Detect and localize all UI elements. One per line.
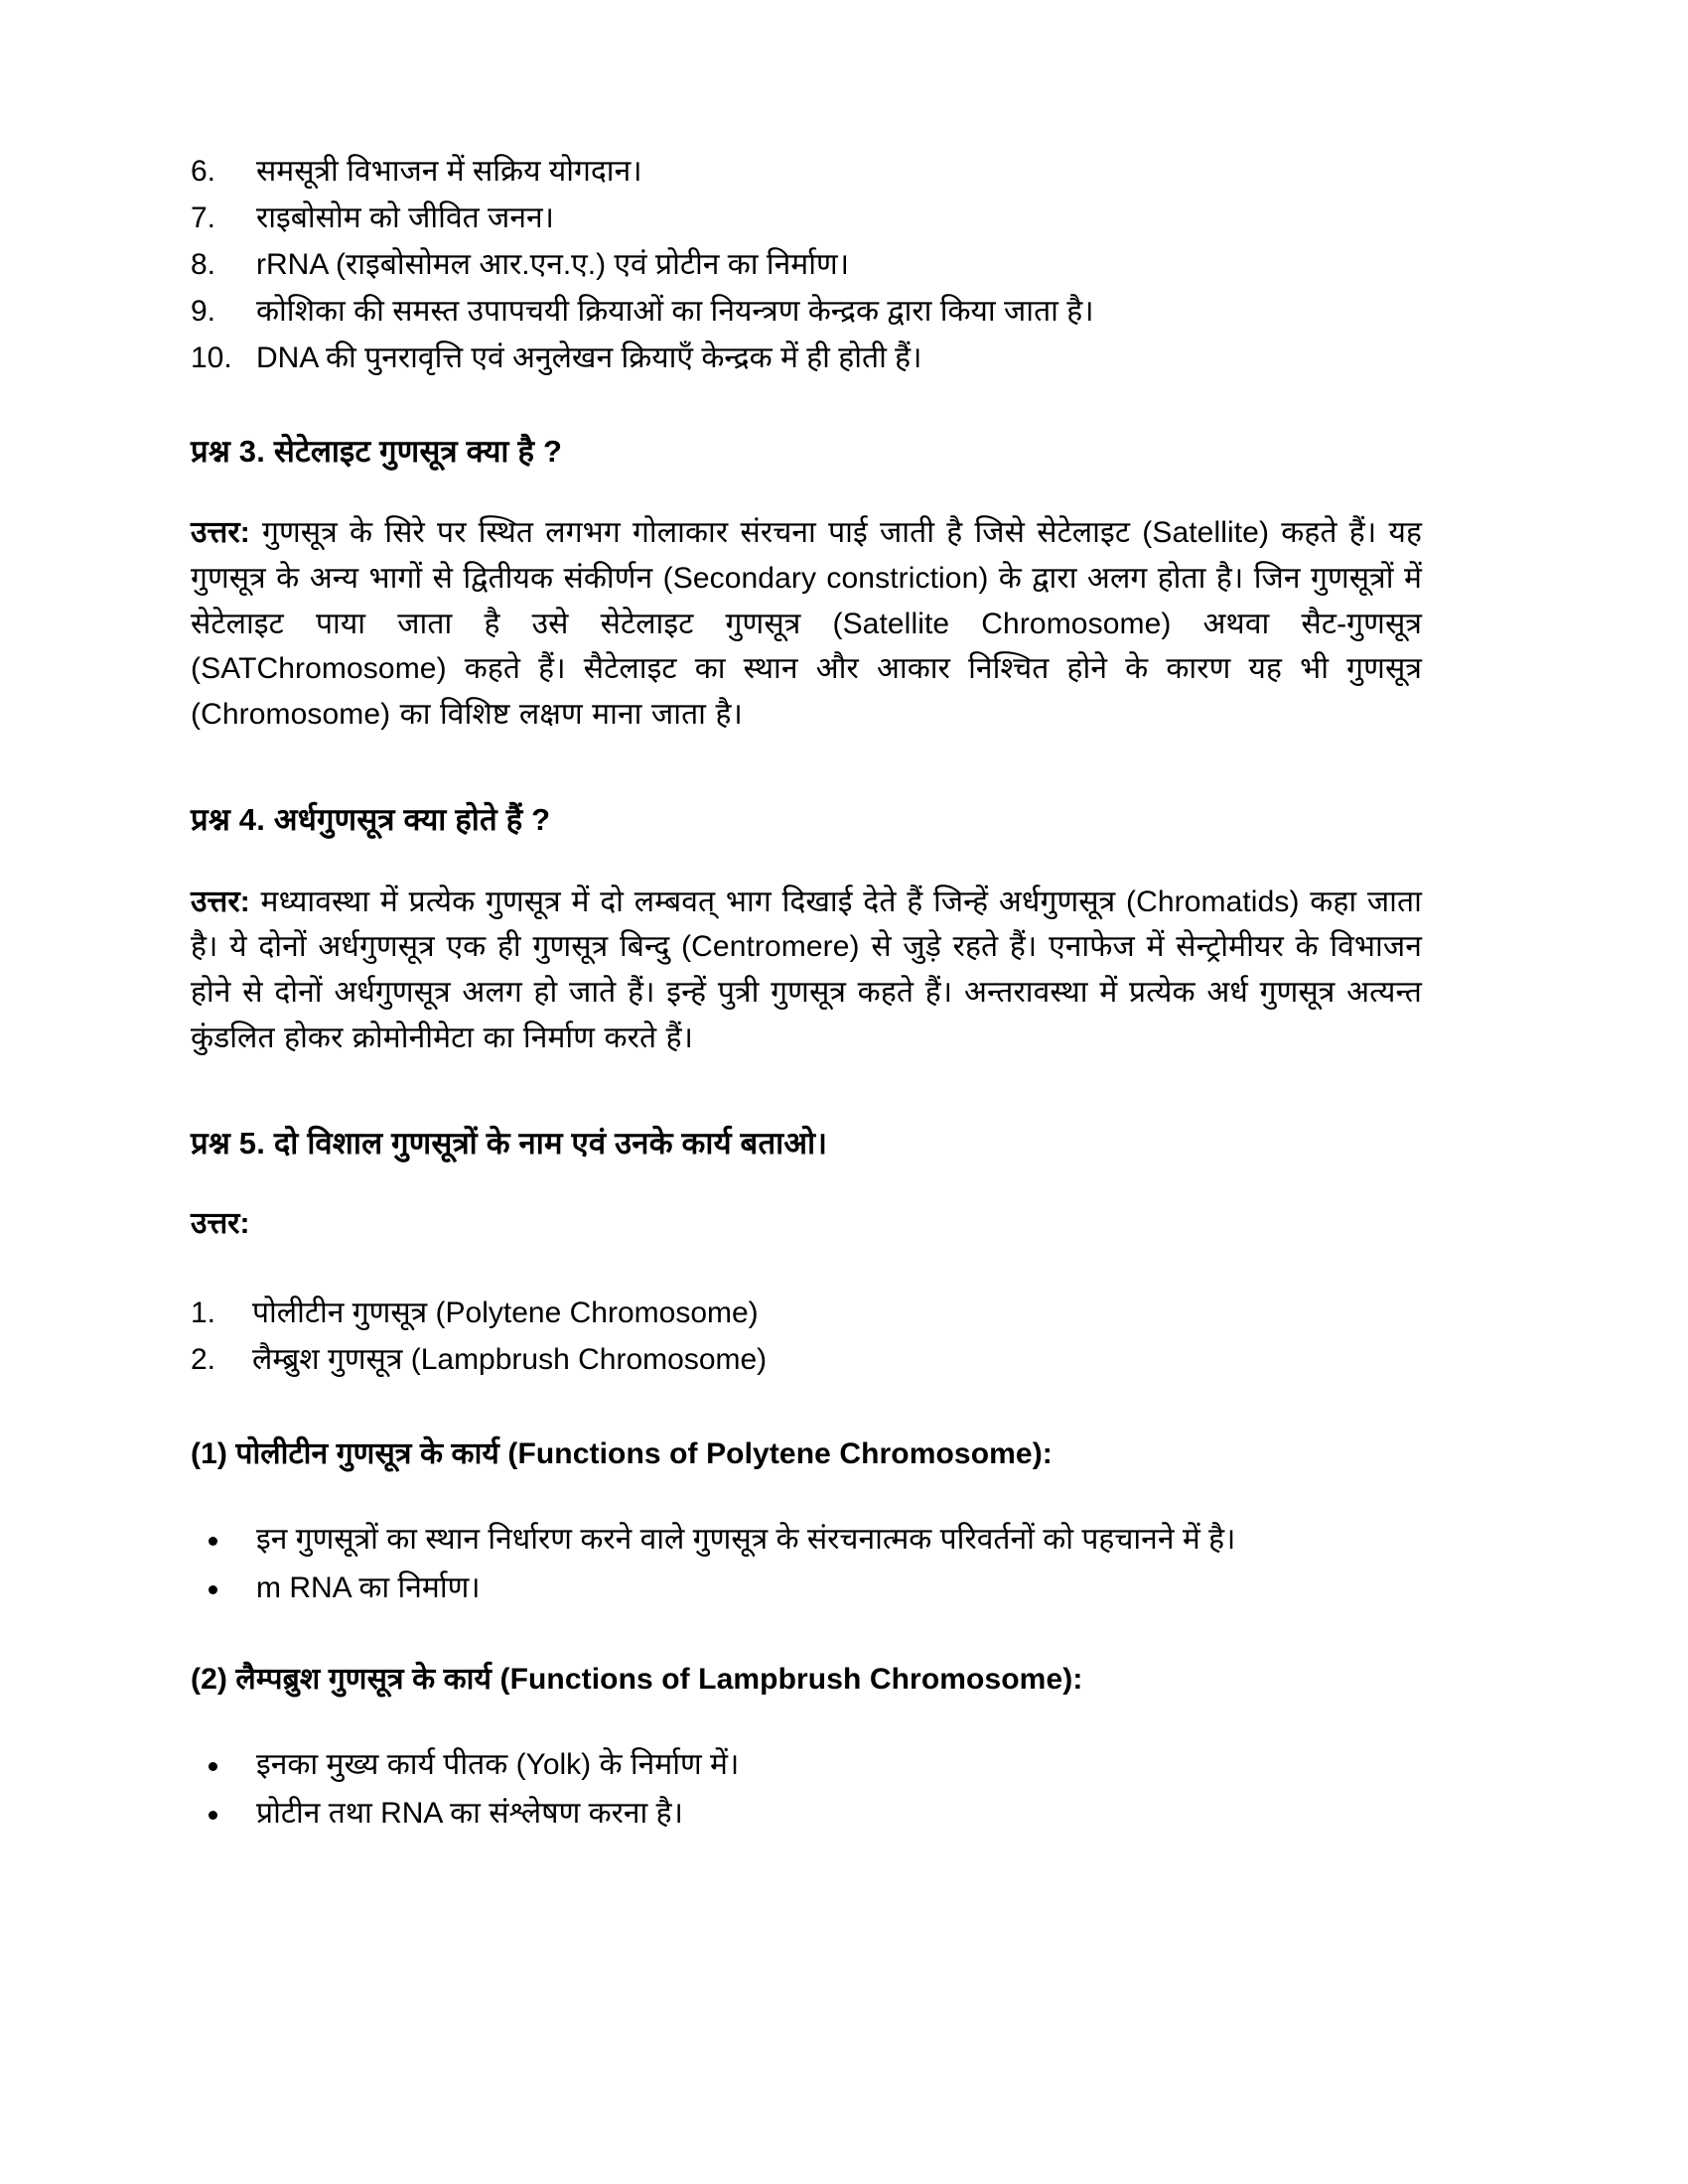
list-item-number: 7.	[191, 202, 216, 234]
lampbrush-functions-heading: (2) लैम्पब्रुश गुणसूत्र के कार्य (Functions of Lampbrush Chromosome):	[191, 1662, 1083, 1696]
list-item-number: 1.	[191, 1296, 216, 1329]
list-item	[191, 289, 1422, 334]
polytene-functions-heading: (1) पोलीटीन गुणसूत्र के कार्य (Functions of Polytene Chromosome):	[191, 1436, 1053, 1470]
list-item-number: 8.	[191, 248, 216, 281]
spacer	[191, 1701, 1422, 1742]
spacer	[191, 1165, 1422, 1203]
list-item-text: rRNA (राइबोसोमल आर.एन.ए.) एवं प्रोटीन का निर्माण।	[256, 248, 850, 281]
answer-text: मध्यावस्था में प्रत्येक गुणसूत्र में दो लम्बवत् भाग दिखाई देते हैं जिन्हें अर्धगुणसूत्र (Chromatids) कहा जाता है। ये दोनों अर्धगुणसूत्र एक ही गुणसूत्र बिन्दु (Centromere) से जुड़े रहते हैं। एनाफेज में सेन्ट्रोमीयर के विभाजन होने से दोनों अर्धगुणसूत्र अलग हो जाते हैं। इन्हें पुत्री गुणसूत्र कहते हैं। अन्तरावस्था में प्रत्येक अर्ध गुणसूत्र अत्यन्त कुंडलित होकर क्रोमोनीमेटा का निर्माण करते हैं।	[191, 885, 1422, 1054]
spacer	[191, 1245, 1422, 1291]
question-5-answer-label: उत्तर:	[191, 1206, 250, 1240]
answer-label: उत्तर:	[191, 885, 250, 918]
list-item	[191, 1337, 1422, 1382]
list-item-text: पोलीटीन गुणसूत्र (Polytene Chromosome)	[252, 1296, 759, 1329]
list-item-text: DNA की पुनरावृत्ति एवं अनुलेखन क्रियाएँ केन्द्रक में ही होती हैं।	[256, 341, 922, 374]
list-item-text: समसूत्री विभाजन में सक्रिय योगदान।	[256, 155, 642, 188]
list-item-text: लैम्ब्रुश गुणसूत्र (Lampbrush Chromosome)	[252, 1342, 768, 1376]
spacer	[191, 1615, 1422, 1659]
list-item-number: 9.	[191, 295, 216, 328]
question-3-heading: प्रश्न 3. सेटेलाइट गुणसूत्र क्या है ?	[191, 434, 563, 469]
numbered-list-continued	[191, 149, 1422, 380]
spacer	[191, 1064, 1422, 1122]
list-item: इन गुणसूत्रों का स्थान निर्धारण करने वाले गुणसूत्र के संरचनात्मक परिवर्तनों को पहचानने में है।	[191, 1517, 1422, 1563]
list-item: m RNA का निर्माण।	[191, 1566, 1422, 1611]
list-item: प्रोटीन तथा RNA का संश्लेषण करना है।	[191, 1791, 1422, 1837]
list-item-text: कोशिका की समस्त उपापचयी क्रियाओं का नियन्त्रण केन्द्रक द्वारा किया जाता है।	[256, 295, 1094, 328]
list-item	[191, 149, 1422, 194]
spacer	[191, 842, 1422, 880]
list-item	[191, 336, 1422, 380]
list-item-number: 6.	[191, 155, 216, 188]
spacer	[191, 382, 1422, 430]
spacer	[191, 1384, 1422, 1433]
list-item-number: 10.	[191, 341, 232, 374]
spacer	[191, 473, 1422, 510]
lampbrush-functions-list	[191, 1742, 1422, 1837]
list-item: इनका मुख्य कार्य पीतक (Yolk) के निर्माण में।	[191, 1742, 1422, 1788]
document-body	[191, 149, 1422, 1837]
list-item	[191, 1291, 1422, 1335]
chromosome-names-list	[191, 1291, 1422, 1382]
spacer	[191, 741, 1422, 798]
question-3-answer	[191, 510, 1422, 737]
question-5-heading: प्रश्न 5. दो विशाल गुणसूत्रों के नाम एवं उनके कार्य बताओ।	[191, 1126, 828, 1161]
answer-text: गुणसूत्र के सिरे पर स्थित लगभग गोलाकार संरचना पाई जाती है जिसे सेटेलाइट (Satellite) कहते हैं। यह गुणसूत्र के अन्य भागों से द्वितीयक संकीर्णन (Secondary constriction) के द्वारा अलग होता है। जिन गुणसूत्रों में सेटेलाइट पाया जाता है उसे सेटेलाइट गुणसूत्र (Satellite Chromosome) अथवा सैट-गुणसूत्र (SATChromosome) कहते हैं। सैटेलाइट का स्थान और आकार निश्चित होने के कारण यह भी गुणसूत्र (Chromosome) का विशिष्ट लक्षण माना जाता है।	[191, 516, 1422, 731]
answer-label: उत्तर:	[191, 516, 250, 550]
list-item	[191, 242, 1422, 287]
list-item-text: राइबोसोम को जीवित जनन।	[256, 202, 554, 234]
question-4-answer	[191, 880, 1422, 1060]
list-item-number: 2.	[191, 1342, 216, 1376]
polytene-functions-list	[191, 1517, 1422, 1611]
spacer	[191, 1475, 1422, 1517]
question-4-heading: प्रश्न 4. अर्धगुणसूत्र क्या होते हैं ?	[191, 802, 551, 838]
list-item	[191, 196, 1422, 240]
